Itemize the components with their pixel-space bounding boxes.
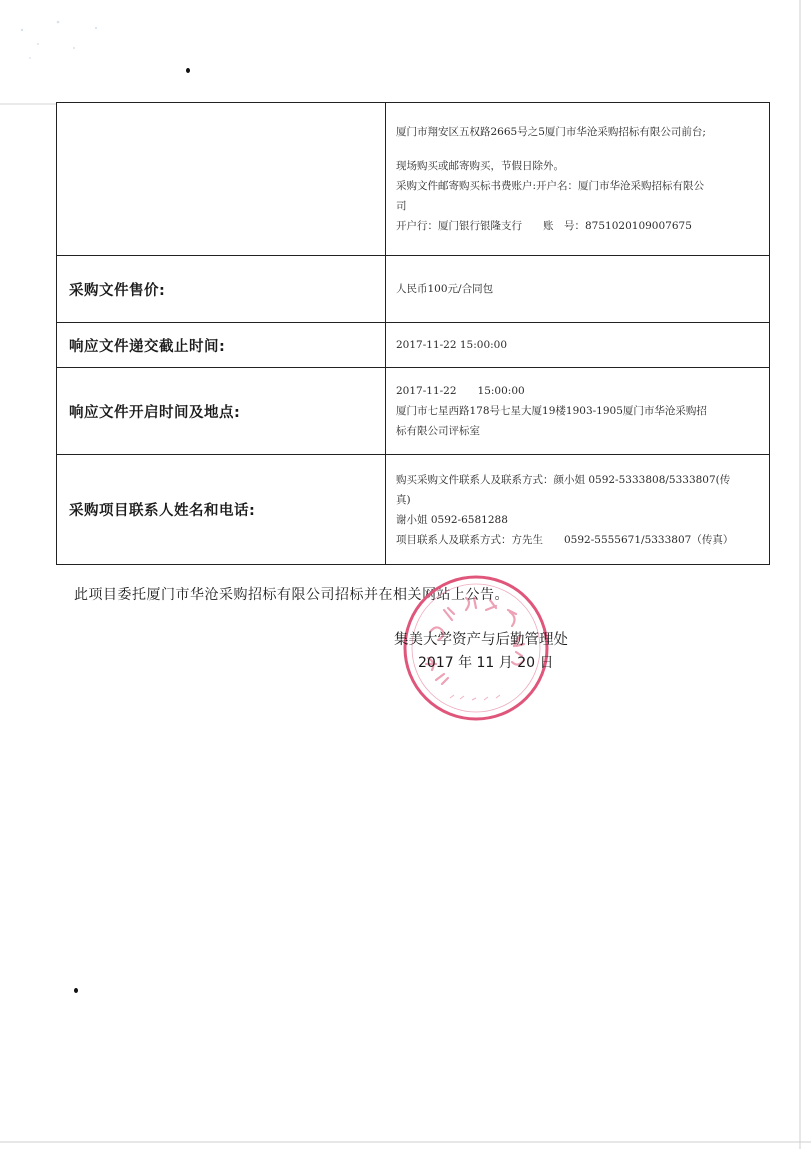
issue-date: 2017 年 11 月 20 日 — [418, 655, 554, 671]
notice-text: 此项目委托厦门市华沧采购招标有限公司招标并在相关网站上公告。 — [74, 587, 509, 603]
procurement-info-table — [56, 102, 770, 565]
cell-line: 采购文件邮寄购买标书费账户:开户名：厦门市华沧采购招标有限公 — [396, 180, 705, 192]
cell-line: 人民币100元/合同包 — [396, 283, 494, 295]
cell-line: 司 — [396, 200, 407, 212]
table-row — [57, 103, 770, 256]
table-label-cell: 采购项目联系人姓名和电话: — [57, 455, 386, 565]
table-label-cell: 采购文件售价: — [57, 256, 386, 323]
cell-line: 真) — [396, 493, 411, 506]
deadline-cell — [386, 323, 770, 368]
issuing-department: 集美大学资产与后勤管理处 — [394, 632, 568, 648]
cell-line: 现场购买或邮寄购买，节假日除外。 — [396, 160, 564, 172]
cell-line: 谢小姐 0592-6581288 — [396, 513, 508, 526]
cell-line: 开户行：厦门银行银隆支行 账 号：8751020109007675 — [396, 220, 692, 232]
cell-line: 购买采购文件联系人及联系方式：颜小姐 0592-5333808/5333807(传 — [396, 473, 731, 486]
cell-line: 标有限公司评标室 — [396, 425, 480, 437]
scan-speck — [74, 988, 78, 993]
cell-line: 项目联系人及联系方式：方先生 0592-5555671/5333807（传真） — [396, 533, 734, 546]
cell-line: 厦门市翔安区五权路2665号之5厦门市华沧采购招标有限公司前台; — [396, 126, 706, 138]
purchase-location-cell — [386, 103, 770, 256]
table-row — [57, 455, 770, 565]
table-row — [57, 323, 770, 368]
table-label-cell — [57, 103, 386, 256]
contact-cell — [386, 455, 770, 565]
cell-line: 2017-11-22 15:00:00 — [396, 339, 508, 351]
price-cell — [386, 256, 770, 323]
opening-cell — [386, 368, 770, 455]
cell-line: 2017-11-22 15:00:00 — [396, 385, 525, 397]
cell-line: 厦门市七星西路178号七星大厦19楼1903-1905厦门市华沧采购招 — [396, 405, 707, 417]
table-label-cell: 响应文件递交截止时间: — [57, 323, 386, 368]
scan-speck — [186, 68, 190, 73]
table-label-cell: 响应文件开启时间及地点: — [57, 368, 386, 455]
table-row — [57, 256, 770, 323]
table-row — [57, 368, 770, 455]
